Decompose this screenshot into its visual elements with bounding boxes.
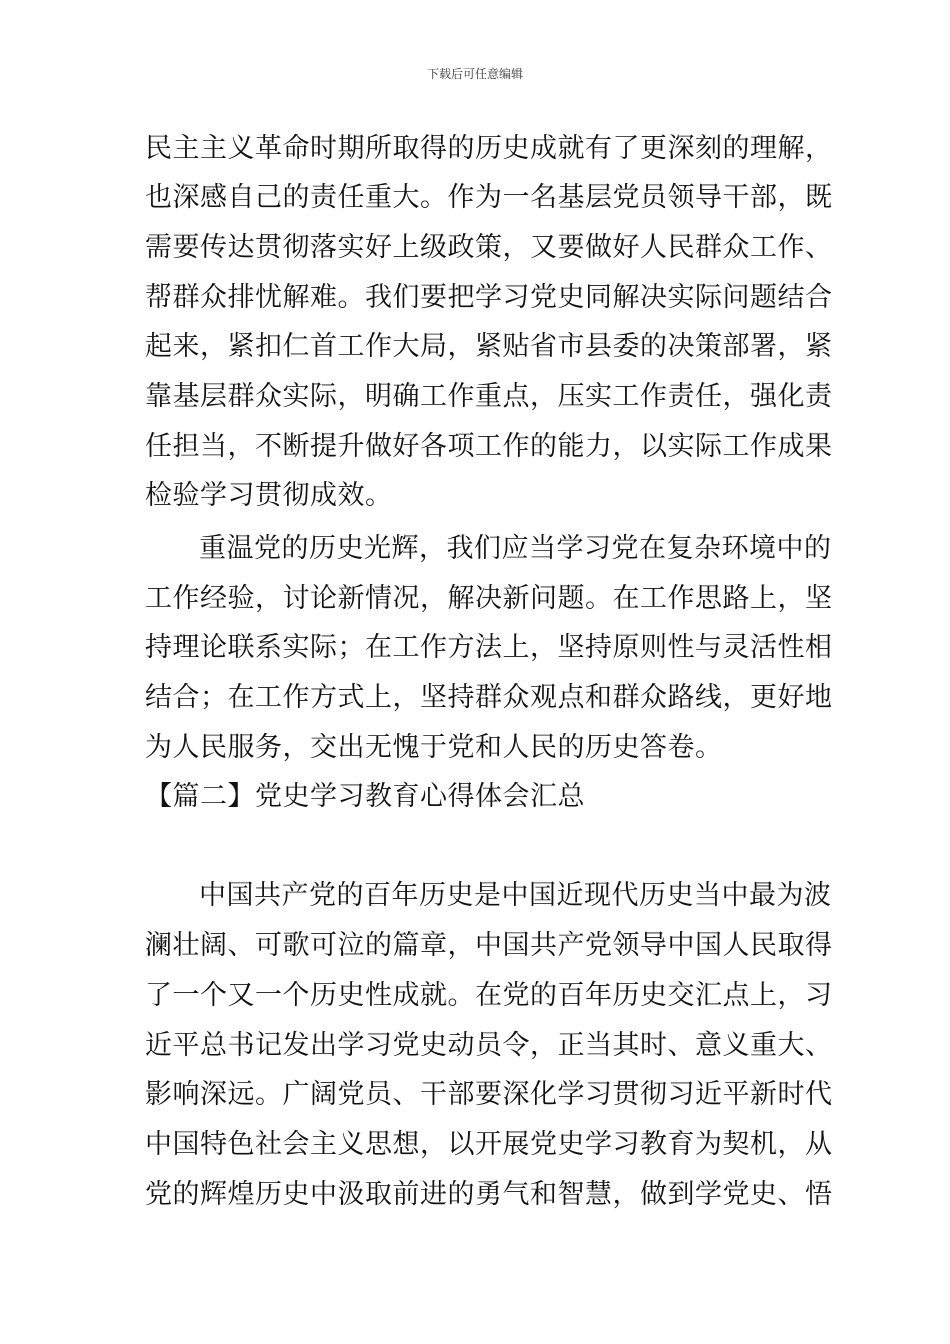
paragraph3-line-1: 中国共产党的百年历史是中国近现代历史当中最为波 bbox=[199, 880, 832, 911]
paragraph2-line-3: 持理论联系实际；在工作方法上，坚持原则性与灵活性相 bbox=[145, 632, 833, 663]
paragraph1-line-8: 检验学习贯彻成效。 bbox=[145, 480, 393, 511]
paragraph3-line-4: 近平总书记发出学习党史动员令，正当其时、意义重大、 bbox=[145, 1030, 833, 1061]
paragraph2-line-4: 结合；在工作方式上，坚持群众观点和群众路线，更好地 bbox=[145, 682, 833, 713]
paragraph3-line-7: 党的辉煌历史中汲取前进的勇气和智慧，做到学党史、悟 bbox=[145, 1179, 833, 1210]
paragraph3-line-6: 中国特色社会主义思想，以开展党史学习教育为契机，从 bbox=[145, 1129, 833, 1160]
paragraph1-line-1: 民主主义革命时期所取得的历史成就有了更深刻的理解， bbox=[145, 133, 833, 164]
paragraph1-line-3: 需要传达贯彻落实好上级政策，又要做好人民群众工作、 bbox=[145, 232, 833, 263]
paragraph1-line-6: 靠基层群众实际，明确工作重点，压实工作责任，强化责 bbox=[145, 381, 833, 412]
paragraph2-line-2: 工作经验，讨论新情况，解决新问题。在工作思路上，坚 bbox=[145, 583, 833, 614]
paragraph1-line-2: 也深感自己的责任重大。作为一名基层党员领导干部，既 bbox=[145, 182, 833, 213]
paragraph2-line-1: 重温党的历史光辉，我们应当学习党在复杂环境中的 bbox=[199, 533, 832, 564]
section-heading: 【篇二】党史学习教育心得体会汇总 bbox=[145, 781, 585, 812]
paragraph3-line-3: 了一个又一个历史性成就。在党的百年历史交汇点上，习 bbox=[145, 980, 833, 1011]
paragraph1-line-7: 任担当，不断提升做好各项工作的能力，以实际工作成果 bbox=[145, 431, 833, 462]
page-header: 下载后可任意编辑 bbox=[426, 67, 523, 81]
paragraph3-line-2: 澜壮阔、可歌可泣的篇章，中国共产党领导中国人民取得 bbox=[145, 930, 833, 961]
paragraph1-line-4: 帮群众排忧解难。我们要把学习党史同解决实际问题结合 bbox=[145, 282, 833, 313]
paragraph3-line-5: 影响深远。广阔党员、干部要深化学习贯彻习近平新时代 bbox=[145, 1079, 833, 1110]
paragraph1-line-5: 起来，紧扣仁首工作大局，紧贴省市县委的决策部署，紧 bbox=[145, 331, 833, 362]
paragraph2-line-5: 为人民服务，交出无愧于党和人民的历史答卷。 bbox=[145, 732, 723, 763]
